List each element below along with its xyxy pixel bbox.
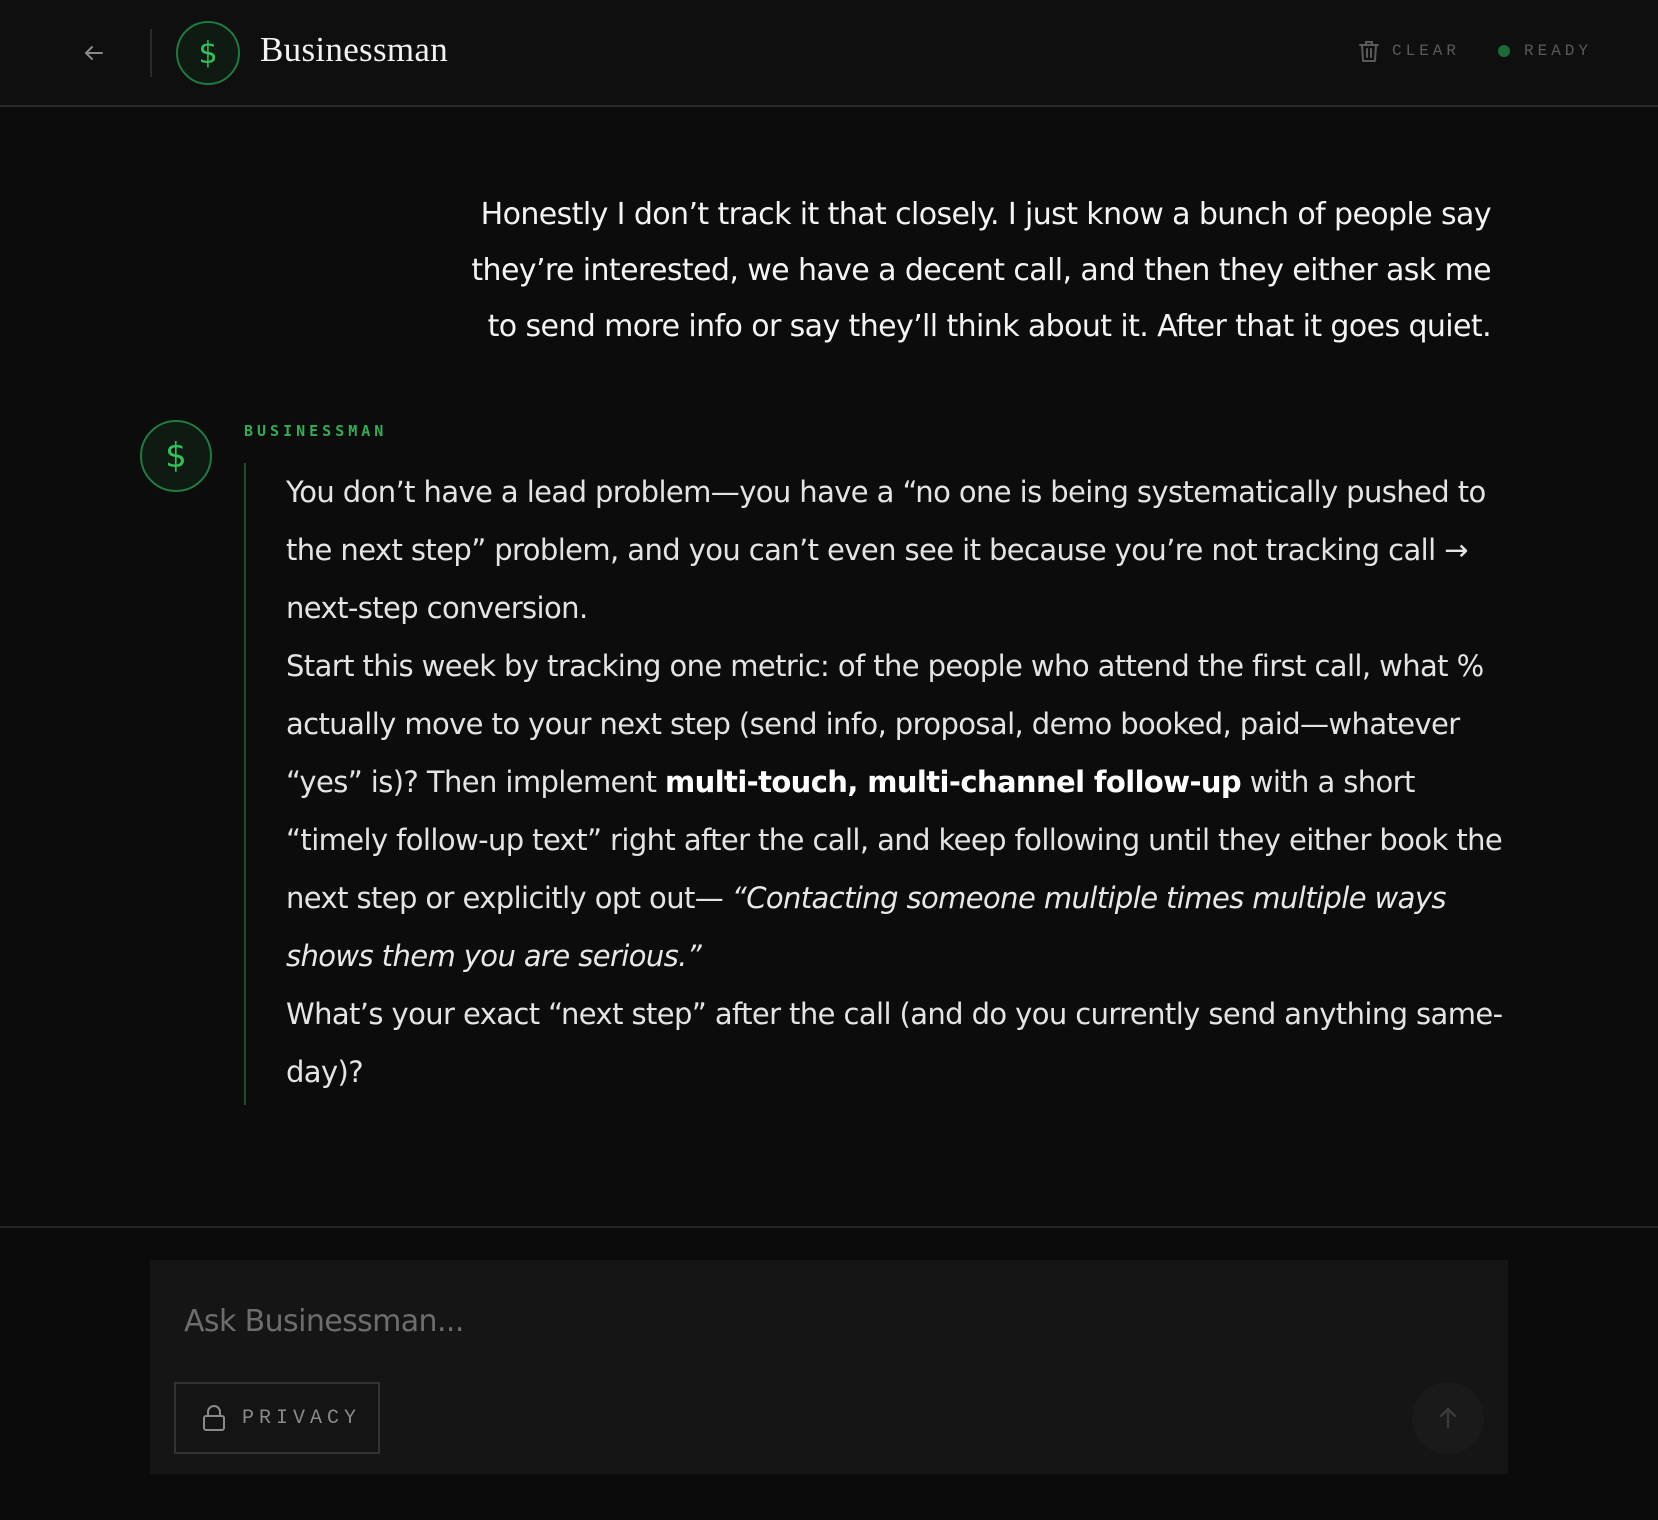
status-indicator (1498, 36, 1592, 66)
lock-icon (202, 1404, 226, 1432)
bot-text: Start this week by tracking one metric: of the people who attend the first call, what % actually move to your next step (send info, proposal, demo booked, paid—whatever “yes” is)? Then implement (286, 649, 1484, 799)
trash-icon (1358, 39, 1380, 63)
bot-name: BUSINESSMAN (244, 422, 388, 440)
arrow-up-icon (1435, 1405, 1461, 1431)
arrow-left-icon (82, 41, 106, 65)
chat-header (0, 0, 1658, 107)
dollar-icon: $ (198, 35, 218, 71)
header-divider (150, 29, 152, 77)
composer (150, 1260, 1508, 1474)
message-input[interactable] (182, 1296, 1382, 1346)
bot-paragraph-3: What’s your exact “next step” after the call (and do you currently send anything same-day)? (286, 997, 1503, 1089)
clear-button[interactable] (1358, 36, 1460, 66)
clear-label: CLEAR (1392, 42, 1461, 60)
bot-quote: “Contacting someone multiple times multiple ways shows them you are serious.” (286, 881, 1446, 973)
send-button[interactable] (1412, 1382, 1484, 1454)
privacy-button[interactable] (174, 1382, 380, 1454)
status-dot (1498, 45, 1510, 57)
page-title: Businessman (260, 30, 449, 69)
bot-message (244, 463, 1524, 1105)
assistant-avatar (176, 21, 240, 85)
dollar-icon: $ (165, 436, 187, 476)
bot-paragraph-1: You don’t have a lead problem—you have a “no one is being systematically pushed to the next step” problem, and you can’t even see it because you’re not tracking call → next-step conversion. (286, 475, 1486, 625)
status-label: READY (1524, 42, 1593, 60)
user-message: Honestly I don’t track it that closely. I just know a bunch of people say they’re interested, we have a decent call, and then they either ask me to send more info or say they’ll think about it. After that it goes quiet. (471, 197, 1491, 344)
chat-area (0, 107, 1658, 1226)
privacy-label: PRIVACY (242, 1406, 362, 1430)
bot-avatar (140, 420, 212, 492)
bot-text: with a short “timely follow-up text” right after the call, and keep following until they either book the next step or explicitly opt out— (286, 765, 1503, 915)
back-button[interactable] (76, 35, 112, 71)
bot-bold-text: multi-touch, multi-channel follow-up (665, 765, 1242, 799)
bot-paragraph-2 (286, 637, 1524, 985)
